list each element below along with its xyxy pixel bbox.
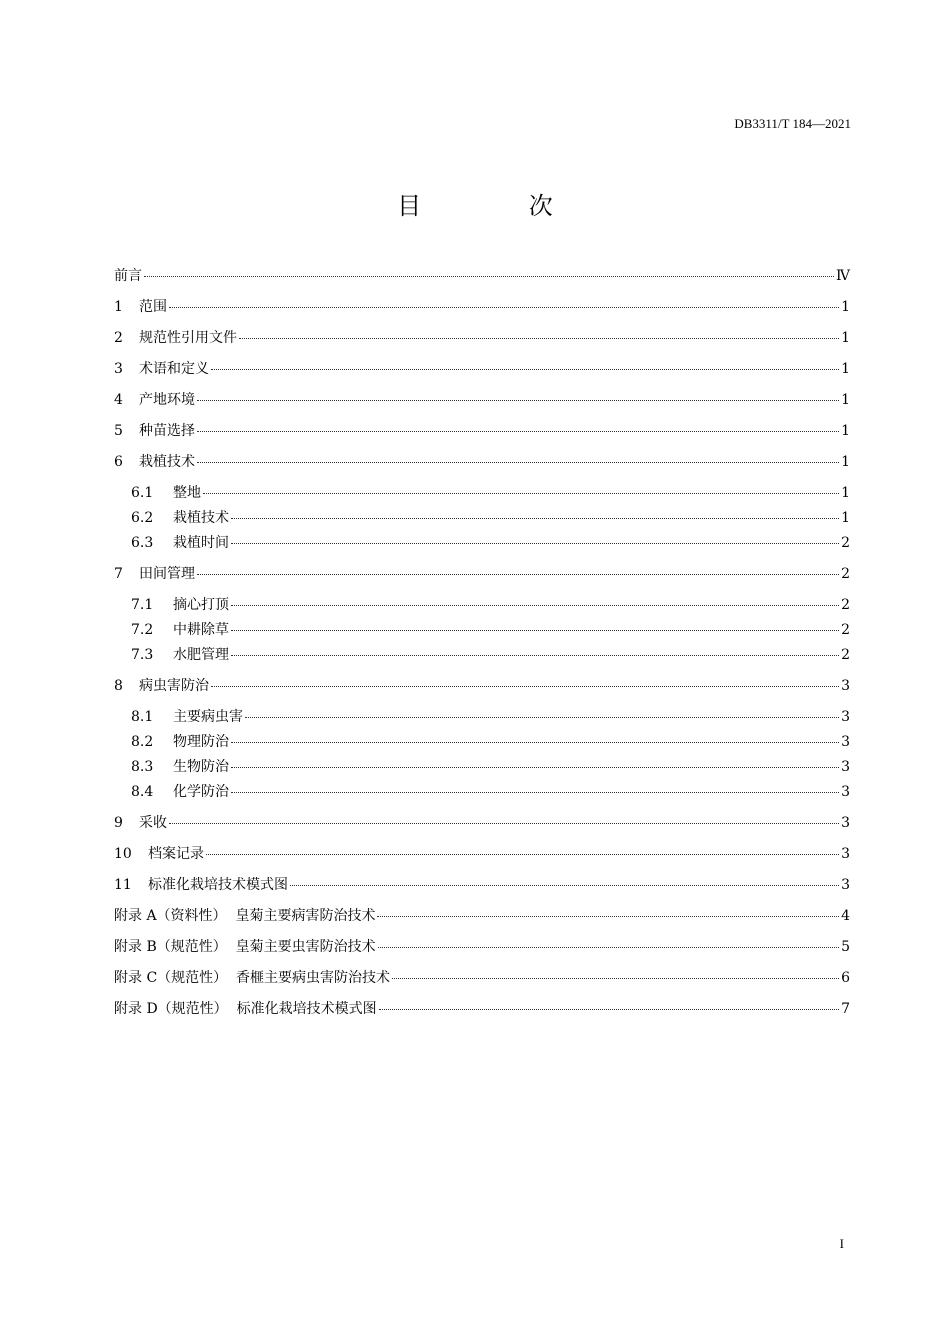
- toc-entry[interactable]: [114, 564, 850, 584]
- toc-entry[interactable]: [114, 421, 850, 441]
- toc-entry-page: 3: [841, 759, 850, 775]
- toc-entry-title: 采收: [139, 815, 167, 831]
- toc-entry-title: 档案记录: [148, 846, 204, 862]
- toc-entry-number: 7.2: [131, 622, 154, 638]
- toc-entry-title: 物理防治: [173, 734, 229, 750]
- toc-entry[interactable]: [114, 359, 850, 379]
- toc-entry-title: 田间管理: [139, 566, 195, 582]
- toc-entry[interactable]: [114, 452, 850, 472]
- toc-entry[interactable]: [114, 757, 850, 777]
- toc-entry-page: 1: [841, 299, 850, 315]
- toc-entry-number: 7: [114, 566, 123, 582]
- toc-entry-page: 1: [841, 361, 850, 377]
- dot-leader: [245, 717, 839, 718]
- toc-entry[interactable]: [114, 595, 850, 615]
- toc-entry[interactable]: [114, 328, 850, 348]
- toc-entry-number: 7.3: [131, 647, 154, 663]
- document-code: DB3311/T 184—2021: [734, 116, 851, 131]
- dot-leader: [211, 686, 839, 687]
- dot-leader: [203, 493, 839, 494]
- toc-entry-number: 11: [114, 877, 132, 893]
- dot-leader: [197, 400, 839, 401]
- toc-entry-title: 中耕除草: [173, 622, 229, 638]
- toc-entry-title: 栽植时间: [173, 535, 229, 551]
- dot-leader: [392, 978, 839, 979]
- toc-entry-page: 3: [841, 709, 850, 725]
- dot-leader: [169, 823, 839, 824]
- toc-entry-title: 标准化栽培技术模式图: [148, 877, 288, 893]
- toc-entry-number: 3: [114, 361, 123, 377]
- toc-entry-page: 7: [841, 1001, 850, 1017]
- toc-entry[interactable]: [114, 968, 850, 988]
- toc-entry-number: 10: [114, 846, 132, 862]
- toc-entry-number: 8.4: [131, 784, 154, 800]
- toc-entry-number: 6.2: [131, 510, 154, 526]
- toc-entry-page: 1: [841, 423, 850, 439]
- toc-entry-page: Ⅳ: [836, 268, 850, 284]
- toc-entry-number: 8.2: [131, 734, 154, 750]
- toc-entry-page: 3: [841, 678, 850, 694]
- toc-entry-page: 3: [841, 815, 850, 831]
- toc-entry-page: 3: [841, 846, 850, 862]
- toc-entry-number: 6.3: [131, 535, 154, 551]
- dot-leader: [197, 462, 839, 463]
- toc-entry-page: 1: [841, 510, 850, 526]
- dot-leader: [231, 630, 839, 631]
- dot-leader: [231, 655, 839, 656]
- toc-entry-page: 2: [841, 535, 850, 551]
- toc-entry-page: 3: [841, 784, 850, 800]
- toc-entry-number: 1: [114, 299, 123, 315]
- dot-leader: [197, 431, 839, 432]
- toc-entry-page: 4: [841, 908, 850, 924]
- page-title: 目 次: [397, 192, 603, 220]
- toc-entry[interactable]: [114, 297, 850, 317]
- toc-entry-page: 1: [841, 330, 850, 346]
- toc-entry-number: 6.1: [131, 485, 154, 501]
- toc-entry-number: 8.1: [131, 709, 154, 725]
- toc-entry-number: 4: [114, 392, 123, 408]
- dot-leader: [377, 916, 839, 917]
- toc-entry[interactable]: [114, 620, 850, 640]
- toc-entry[interactable]: [114, 645, 850, 665]
- dot-leader: [169, 307, 839, 308]
- dot-leader: [206, 854, 839, 855]
- toc-entry[interactable]: [114, 707, 850, 727]
- toc-entry[interactable]: [114, 782, 850, 802]
- toc-entry[interactable]: [114, 999, 850, 1019]
- toc-entry[interactable]: [114, 508, 850, 528]
- toc-entry-title: 规范性引用文件: [139, 330, 237, 346]
- dot-leader: [231, 605, 839, 606]
- toc-entry-title: 栽植技术: [173, 510, 229, 526]
- toc-entry-page: 2: [841, 647, 850, 663]
- toc-entry-title: 附录 C（规范性） 香榧主要病虫害防治技术: [114, 970, 391, 986]
- toc-entry[interactable]: [114, 875, 850, 895]
- dot-leader: [231, 742, 839, 743]
- toc-entry-page: 2: [841, 622, 850, 638]
- toc-entry-title: 水肥管理: [173, 647, 229, 663]
- toc-entry[interactable]: [114, 390, 850, 410]
- toc-entry-number: 2: [114, 330, 123, 346]
- dot-leader: [231, 543, 839, 544]
- toc-entry-number: 5: [114, 423, 123, 439]
- toc-entry-number: 8.3: [131, 759, 154, 775]
- toc-entry-number: 8: [114, 678, 123, 694]
- dot-leader: [231, 767, 839, 768]
- toc-entry-number: 7.1: [131, 597, 154, 613]
- toc-entry[interactable]: [114, 813, 850, 833]
- toc-entry[interactable]: [114, 937, 850, 957]
- toc-entry[interactable]: [114, 906, 850, 926]
- toc-entry[interactable]: [114, 844, 850, 864]
- toc-entry-page: 1: [841, 392, 850, 408]
- page-number: I: [839, 1236, 844, 1251]
- toc-entry-title: 产地环境: [139, 392, 195, 408]
- dot-leader: [290, 885, 839, 886]
- toc-entry-title: 附录 D（规范性） 标准化栽培技术模式图: [114, 1001, 377, 1017]
- toc-entry-title: 前言: [114, 268, 142, 284]
- toc-entry-number: 9: [114, 815, 123, 831]
- toc-entry-page: 3: [841, 734, 850, 750]
- toc-entry-title: 病虫害防治: [139, 678, 209, 694]
- dot-leader: [239, 338, 839, 339]
- dot-leader: [197, 574, 839, 575]
- toc-entry[interactable]: [114, 732, 850, 752]
- dot-leader: [144, 276, 834, 277]
- dot-leader: [231, 792, 839, 793]
- toc-entry-title: 范围: [139, 299, 167, 315]
- toc-entry[interactable]: [114, 266, 850, 286]
- toc-entry-page: 1: [841, 454, 850, 470]
- toc-entry[interactable]: [114, 676, 850, 696]
- toc-entry-title: 栽植技术: [139, 454, 195, 470]
- dot-leader: [379, 1009, 840, 1010]
- toc-entry-title: 附录 B（规范性） 皇菊主要虫害防治技术: [114, 939, 376, 955]
- dot-leader: [231, 518, 839, 519]
- toc-entry-page: 5: [841, 939, 850, 955]
- toc-entry-page: 1: [841, 485, 850, 501]
- toc-entry-title: 整地: [173, 485, 201, 501]
- toc-entry-page: 2: [841, 566, 850, 582]
- dot-leader: [378, 947, 839, 948]
- toc-entry-page: 2: [841, 597, 850, 613]
- toc-entry[interactable]: [114, 483, 850, 503]
- toc-entry-title: 生物防治: [173, 759, 229, 775]
- toc-entry-title: 摘心打顶: [173, 597, 229, 613]
- toc-entry[interactable]: [114, 533, 850, 553]
- toc-entry-title: 种苗选择: [139, 423, 195, 439]
- toc-entry-page: 6: [841, 970, 850, 986]
- toc-entry-number: 6: [114, 454, 123, 470]
- toc-entry-title: 附录 A（资料性） 皇菊主要病害防治技术: [114, 908, 376, 924]
- toc-entry-title: 术语和定义: [139, 361, 209, 377]
- dot-leader: [211, 369, 839, 370]
- toc-entry-title: 主要病虫害: [173, 709, 243, 725]
- toc-entry-title: 化学防治: [173, 784, 229, 800]
- toc-entry-page: 3: [841, 877, 850, 893]
